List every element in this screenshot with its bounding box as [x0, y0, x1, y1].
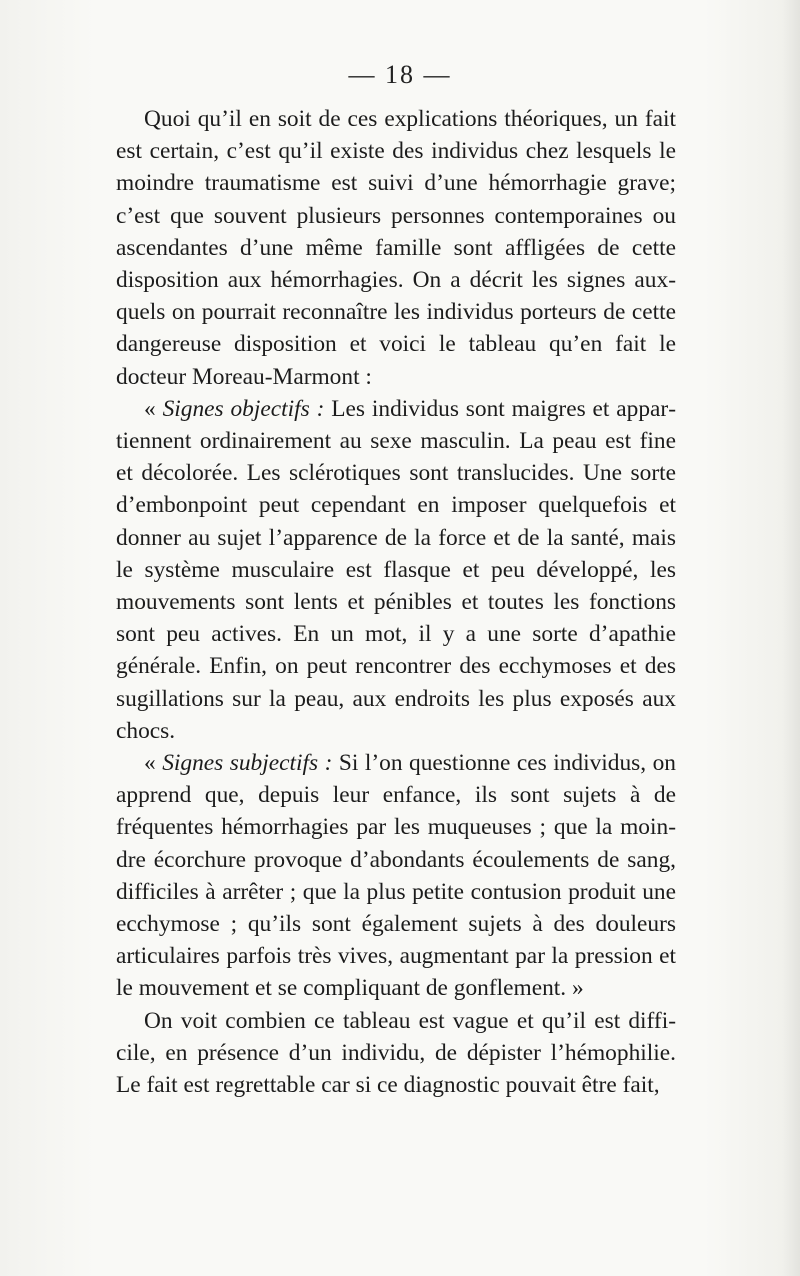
quote-open-mark: «	[144, 395, 163, 422]
paragraph-conclusion-text: On voit combien ce tableau est vague et qu’il est difficile, en présence d’un individu, de dépister l’hémophilie. Le fait est regrettable car si ce diagnostic pouvait être fait,	[116, 1007, 676, 1099]
paragraph-subjective-signs	[116, 747, 676, 1005]
subjective-signs-label: Signes subjectifs :	[162, 750, 333, 777]
quote-open-mark: «	[144, 750, 163, 777]
objective-signs-text: Les individus sont maigres et appartiennent ordinairement au sexe masculin. La peau est fine et décolorée. Les sclérotiques sont translucides. Une sorte d’embonpoint peut cependant en imposer quelquefois et donner au sujet l’apparence de la force et de la santé, mais le système musculaire est flasque et peu développé, les mouvements sont lents et pénibles et toutes les fonctions sont peu actives. En un mot, il y a une sorte d’apathie générale. Enfin, on peut rencontrer des ecchymoses et des sugillations sur la peau, aux endroits les plus exposés aux chocs.	[116, 395, 677, 744]
paragraph-conclusion	[116, 1005, 676, 1102]
paragraph-intro-text: Quoi qu’il en soit de ces explications théoriques, un fait est certain, c’est qu’il existe des individus chez lesquels le moindre traumatisme est suivi d’une hémorrhagie grave; c’est que souvent plusieurs personnes contemporaines ou ascendantes d’une même famille sont affligées de cette disposition aux hémorrhagies. On a décrit les signes auxquels on pourrait reconnaître les individus porteurs de cette dangereuse disposition et voici le tableau qu’en fait le docteur Moreau-Marmont :	[116, 106, 676, 390]
page-edge-shadow	[782, 0, 800, 1276]
subjective-signs-text: Si l’on questionne ces individus, on apprend que, depuis leur enfance, ils sont sujets à de fréquentes hémorrhagies par les muqueuses ; que la moindre écorchure provoque d’abondants écoulements de sang, difficiles à arrêter ; que la plus petite contusion produit une ecchymose ; qu’ils sont également sujets à des douleurs articulaires parfois très vives, augmentant par la pression et le mouvement et se compliquant de gonflement. »	[116, 750, 676, 1002]
paragraph-objective-signs	[116, 393, 676, 747]
paragraph-intro	[116, 103, 676, 393]
objective-signs-label: Signes objectifs :	[162, 395, 325, 422]
body-text	[116, 103, 676, 1101]
page-number-header: — 18 —	[348, 60, 452, 89]
